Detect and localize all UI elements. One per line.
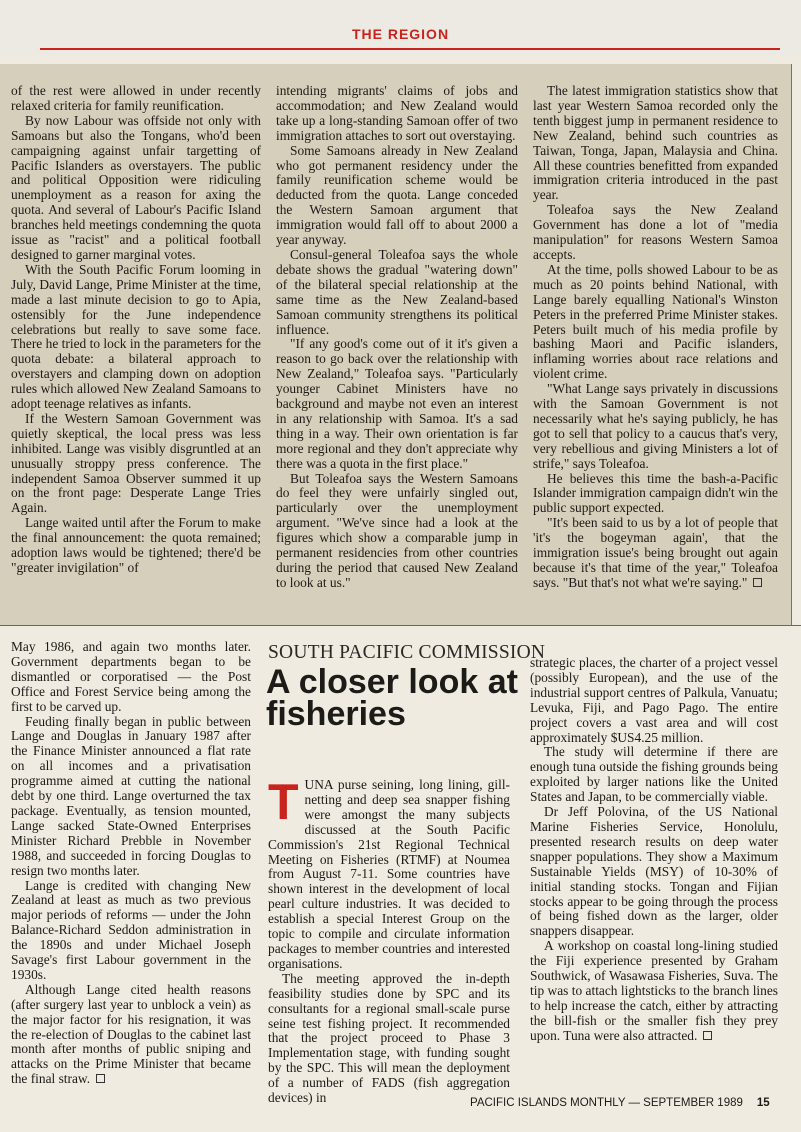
paragraph: He believes this time the bash-a-Pacific Islander immigration campaign didn't win the public support expected. [533, 470, 778, 516]
section-divider [0, 625, 801, 626]
paragraph: Dr Jeff Polovina, of the US National Marine Fisheries Service, Honolulu, presented research results on deep water snapper populations. They show a Maximum Sustainable Yields (MSY) of 10-30% of initial standing stocks. Tongan and Fijian stocks appear to be going through the process of being fished down as the larger, older snappers disappear. [530, 804, 778, 939]
top-column-3 [533, 84, 778, 591]
article-column-1 [268, 774, 510, 1106]
paragraph: May 1986, and again two months later. Government departments began to be dismantled or corporatised — the Post Office and Forest Service being among the first to be carved up. [11, 639, 251, 714]
paragraph: The latest immigration statistics show that last year Western Samoa recorded only the tenth biggest jump in permanent residence to New Zealand, behind such countries as Taiwan, Tonga, Japan, Malaysia and China. All these countries benefitted from expanded immigration criteria introduced in the past year. [533, 83, 778, 203]
paragraph: Consul-general Toleafoa says the whole debate shows the gradual "watering down" of the bilateral special relationship at the same time as the New Zealand-based Samoan community strengthens its political influence. [276, 246, 518, 337]
paragraph: If the Western Samoan Government was quietly skeptical, the local press was less inhibited. Lange was visibly disgruntled at an unusually stroppy press conference. The independent Samoa Observer summed it up on the front page: Desperate Lange Tries Again. [11, 410, 261, 516]
end-of-story-mark [96, 1074, 105, 1083]
paragraph-text: A workshop on coastal long-lining studied the Fiji experience presented by Graham Southwick, of Wasawasa Fisheries, Suva. The tip was to attach lightsticks to the branch lines to help increase the catch, either by attracting the bill-fish or the smaller fish they prey upon. Tuna were also attracted. [530, 938, 778, 1043]
paragraph [530, 939, 778, 1043]
paragraph: intending migrants' claims of jobs and accommodation; and New Zealand would take up a long-standing Samoan offer of two immigration attaches to sort out overstaying. [276, 83, 518, 143]
drop-cap: T [268, 774, 299, 830]
publication-info: PACIFIC ISLANDS MONTHLY — SEPTEMBER 1989 [470, 1097, 743, 1109]
page-footer [470, 1097, 770, 1109]
end-of-story-mark [703, 1031, 712, 1040]
paragraph: Some Samoans already in New Zealand who got permanent residency under the family reunification scheme would be deducted from the quota. Lange conceded the Western Samoan argument that immigration would fall off to about 2000 a year anyway. [276, 142, 518, 248]
paragraph: "What Lange says privately in discussions with the Samoan Government is not necessarily what he's saying publicly, he has got to sell that policy to a caucus that's very, very rebellious and giving Ministers a lot of strife," says Toleafoa. [533, 381, 778, 471]
paragraph [11, 983, 251, 1087]
paragraph: Feuding finally began in public between Lange and Douglas in January 1987 after the Finance Minister announced a flat rate on all incomes and a privatisation programme aimed at cutting the national debt by one third. Lange overturned the tax package. Eventually, as tension mounted, Lange sacked State-Owned Enterprises Minister Richard Prebble in November 1988, and succeeded in forcing Douglas to resign two months later. [11, 713, 251, 878]
end-of-story-mark [753, 578, 762, 587]
paragraph-text: UNA purse seining, long lining, gill-netting and deep sea snapper fishing were amongst the many subjects discussed at the South Pacific Commission's 21st Regional Technical Meeting on Fisheries (RTMF) at Noumea from August 7-11. Some countries have shown interest in the development of local pearl culture industries. It was decided to establish a special Interest Group on the topic to compile and circulate information packages to member countries and interested organisations. [268, 777, 510, 971]
paragraph: At the time, polls showed Labour to be as much as 20 points behind National, with Lange barely equalling National's Winston Peters in the preferred Prime Minister stakes. Peters built much of his media profile by bashing Maori and Pacific islanders, inflaming worries about race relations and violent crime. [533, 261, 778, 382]
lead-paragraph [268, 774, 510, 972]
paragraph: Lange is credited with changing New Zealand at least as much as two previous major periods of reforms — under the John Balance-Richard Seddon administration in the 1890s and under Michael Joseph Savage's first Labour government in the 1930s. [11, 877, 251, 982]
paragraph [533, 516, 778, 591]
article-kicker: SOUTH PACIFIC COMMISSION [268, 642, 546, 663]
article-headline: A closer look at fisheries [266, 663, 518, 733]
article-column-2 [530, 656, 778, 1044]
header-rule [40, 48, 780, 50]
paragraph: With the South Pacific Forum looming in July, David Lange, Prime Minister at the time, made a last minute decision to go to Apia, ostensibly for the June independence celebrations but really to save some face. There he tried to lock in the parameters for the quota debate: a bilateral approach to overstayers and clamping down on adoption rules which allowed New Zealand Samoans to adopt teenage relatives as infants. [11, 261, 261, 412]
page-number: 15 [756, 1097, 770, 1109]
paragraph: By now Labour was offside not only with Samoans but also the Tongans, who'd been campaigning against unfair targetting of Pacific Islanders as overstayers. The public and political Opposition were ridiculing unemployment as a reason for axing the quota. And several of Labour's Pacific Island branches held meetings condemning the quota issue as "racist" and a political football designed to garner marginal votes. [11, 112, 261, 262]
paragraph: of the rest were allowed in under recently relaxed criteria for family reunification. [11, 83, 261, 113]
paragraph: Lange waited until after the Forum to make the final announcement: the quota remained; adoption laws would be tightened; there'd be "greater invigilation" of [11, 515, 261, 575]
page-header [0, 0, 801, 56]
paragraph: The meeting approved the in-depth feasibility studies done by SPC and its consultants for a regional small-scale purse seine test fishing project. It recommended that the project proceed to Phase 3 Implementation stage, with funding sought by the SPC. This will mean the deployment of a number of FADS (fish aggregation devices) in [268, 970, 510, 1106]
bottom-column-1 [11, 640, 251, 1087]
top-column-2 [276, 84, 518, 591]
paragraph: But Toleafoa says the Western Samoans do feel they were unfairly singled out, particularly over the unemployment argument. "We've since had a look at the figures which show a comparable jump in permanent residencies from other countries during the period that caused New Zealand to look at us." [276, 470, 518, 590]
paragraph: The study will determine if there are enough tuna outside the fishing grounds being exploited by larger nations like the United States and Japan, to be commercially viable. [530, 744, 778, 805]
section-title: THE REGION [351, 26, 450, 42]
paragraph: Toleafoa says the New Zealand Government has done a lot of "media manipulation" for reasons Western Samoa accepts. [533, 202, 778, 262]
top-column-1 [11, 84, 261, 576]
paragraph: strategic places, the charter of a project vessel (possibly European), and the use of the industrial support centres of Palkula, Vanuatu; Levuka, Fiji, and Pago Pago. The entire project covers a vast area and will cost approximately $US4.25 million. [530, 655, 778, 745]
paragraph: "If any good's come out of it it's given a reason to go back over the relationship with New Zealand," Toleafoa says. "Particularly younger Cabinet Ministers have no background and maybe not even an interest in any relationship with Samoa. It's a sad thing in a way. Their own orientation is far more regional and they don't appreciate why there was a quota in the first place." [276, 336, 518, 471]
paragraph-text: Although Lange cited health reasons (after surgery last year to unblock a vein) as the major factor for his resignation, it was the re-election of Douglas to the cabinet last month after months of public sniping and attacks on the Prime Minister that became the final straw. [11, 981, 251, 1087]
paragraph-text: "It's been said to us by a lot of people that 'it's the bogeyman again', that the immigration issue's being brought out again because it's that time of the year," Toleafoa says. "But that's not what we're saying." [533, 515, 778, 590]
